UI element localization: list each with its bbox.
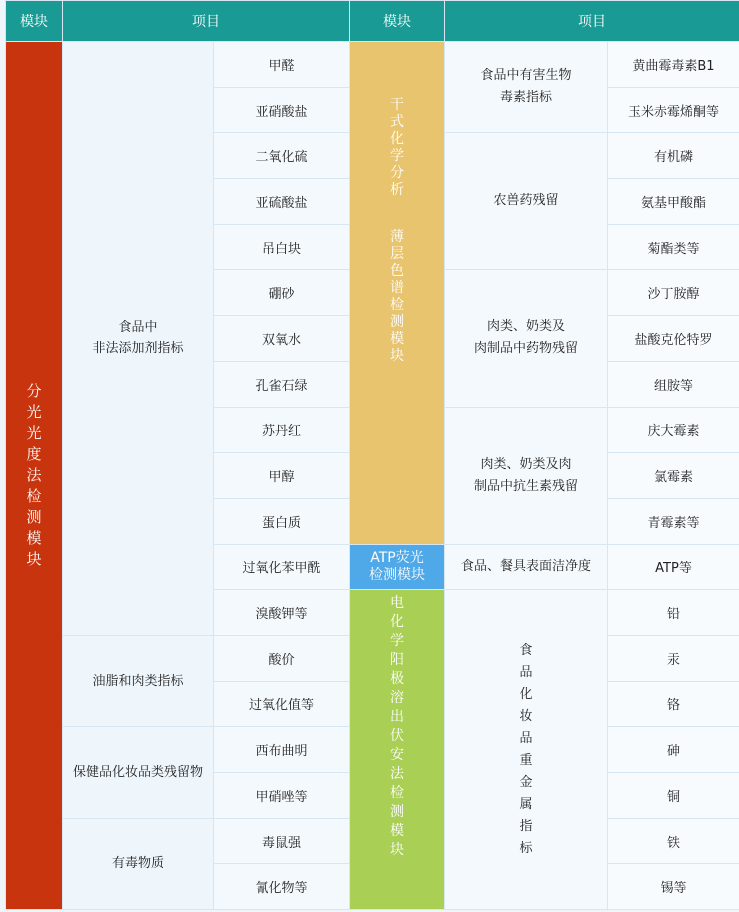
item: ATP等 [608, 544, 739, 590]
category-oil-meat: 油脂和肉类指标 [63, 635, 214, 726]
item: 有机磷 [608, 133, 739, 179]
category-health-cosmetic: 保健品化妆品类残留物 [63, 727, 214, 818]
module-spectrophotometry: 分光光度法检测模块 [6, 42, 63, 910]
category-drug-residue: 肉类、奶类及 肉制品中药物残留 [445, 270, 608, 407]
category-heavy-metal: 食品化妆品重金属指标 [445, 590, 608, 910]
item: 双氧水 [214, 316, 350, 362]
item: 硼砂 [214, 270, 350, 316]
item: 氰化物等 [214, 864, 350, 910]
item: 氯霉素 [608, 453, 739, 499]
item: 甲硝唑等 [214, 773, 350, 819]
item: 吊白块 [214, 224, 350, 270]
item: 过氧化苯甲酰 [214, 544, 350, 590]
item: 锡等 [608, 864, 739, 910]
item: 西布曲明 [214, 727, 350, 773]
module-electrochemical: 电化学阳极溶出伏安法检测模块 [350, 590, 445, 910]
item: 玉米赤霉烯酮等 [608, 87, 739, 133]
item: 过氧化值等 [214, 681, 350, 727]
item: 沙丁胺醇 [608, 270, 739, 316]
item: 孔雀石绿 [214, 361, 350, 407]
category-pesticide: 农兽药残留 [445, 133, 608, 270]
item: 组胺等 [608, 361, 739, 407]
item: 黄曲霉毒素B1 [608, 42, 739, 88]
category-illegal-additives: 食品中 非法添加剂指标 [63, 42, 214, 636]
item: 铜 [608, 773, 739, 819]
header-item-1: 项目 [63, 1, 350, 42]
category-surface-cleanliness: 食品、餐具表面洁净度 [445, 544, 608, 590]
item: 苏丹红 [214, 407, 350, 453]
item: 亚硫酸盐 [214, 179, 350, 225]
category-antibiotic: 肉类、奶类及肉 制品中抗生素残留 [445, 407, 608, 544]
header-module-1: 模块 [6, 1, 63, 42]
item: 蛋白质 [214, 498, 350, 544]
item: 青霉素等 [608, 498, 739, 544]
table-header [6, 1, 739, 42]
category-toxic: 有毒物质 [63, 818, 214, 909]
item: 亚硝酸盐 [214, 87, 350, 133]
item: 溴酸钾等 [214, 590, 350, 636]
item: 铅 [608, 590, 739, 636]
detection-table [5, 0, 739, 910]
item: 菊酯类等 [608, 224, 739, 270]
item: 甲醇 [214, 453, 350, 499]
item: 砷 [608, 727, 739, 773]
item: 铁 [608, 818, 739, 864]
item: 毒鼠强 [214, 818, 350, 864]
module-atp: ATP荧光 检测模块 [350, 544, 445, 590]
item: 二氧化硫 [214, 133, 350, 179]
item: 铬 [608, 681, 739, 727]
item: 氨基甲酸酯 [608, 179, 739, 225]
item: 甲醛 [214, 42, 350, 88]
item: 庆大霉素 [608, 407, 739, 453]
item: 盐酸克伦特罗 [608, 316, 739, 362]
item: 酸价 [214, 635, 350, 681]
module-dry-chem-tlc: 干式化学分析 薄层色谱检测模块 [350, 42, 445, 545]
header-item-2: 项目 [445, 1, 739, 42]
item: 汞 [608, 635, 739, 681]
category-biotoxin: 食品中有害生物 毒素指标 [445, 42, 608, 133]
header-module-2: 模块 [350, 1, 445, 42]
